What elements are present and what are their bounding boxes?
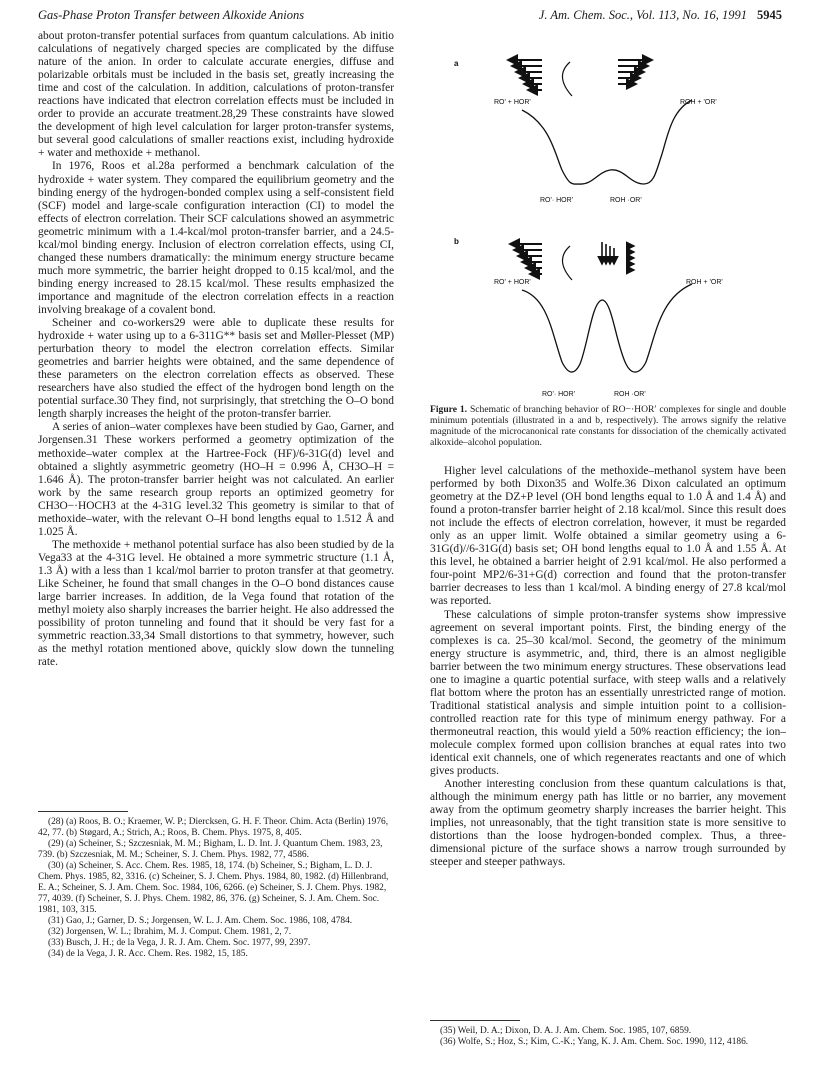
reference: (34) de la Vega, J. R. Acc. Chem. Res. 1982, 15, 185. <box>48 949 248 959</box>
paragraph: A series of anion–water complexes have been studied by Gao, Garner, and Jorgensen.31 These workers performed a geometry optimization of the methoxide–water complex at the Hartree-Fock (HF)/6-31G(d) level and obtained a slightly asymmetric geometry (HO–H = 0.996 Å, CH3O–H = 1.646 Å). The proton-transfer barrier height was not calculated. An earlier work by the same research group reports an optimized geometry for CH3O−·HOCH3 at the 4-31G level.32 This geometry is similar to that of methoxide–water, with the relevant O–H bond lengths equal to 1.512 Å and 1.025 Å. <box>38 421 394 538</box>
panel-a-letter: a <box>454 59 459 68</box>
panel-b-min-left-label: RO'· HOR' <box>542 391 576 398</box>
reference: (28) (a) Roos, B. O.; Kraemer, W. P.; Diercksen, G. H. F. Theor. Chim. Acta (Berlin) 1976, 42, 77. (b) Støgard, A.; Strich, A.; Roos, B. Chem. Phys. 1975, 8, 405. <box>38 817 389 838</box>
panel-b-right-label: ROH + 'OR' <box>686 279 723 286</box>
paragraph: In 1976, Roos et al.28a performed a benchmark calculation of the hydroxide + water system. They compared the equilibrium geometry and the binding energy of the hydrogen-bonded complex using a self-consistent field (SCF) model and large-scale configuration interaction (CI) to model the effects of electron correlation. Their SCF calculations showed an asymmetric geometric minimum with a 1.4-kcal/mol proton-transfer barrier, and a 24.5-kcal/mol binding energy. Inclusion of electron correlation effects, using CI, changed these numbers dramatically: the minimum energy structure became much more symmetric, the barrier height dropped to 0.15 kcal/mol, and the binding energy increased to 28.15 kcal/mol. These results emphasized the importance and magnitude of the electron correlation effects in a reaction involving breakage of a covalent bond. <box>38 160 394 316</box>
reference: (36) Wolfe, S.; Hoz, S.; Kim, C.-K.; Yang, K. J. Am. Chem. Soc. 1990, 112, 4186. <box>440 1037 749 1047</box>
figure-1 <box>430 44 790 400</box>
panel-a-right-arrows <box>618 60 652 84</box>
reference: (31) Gao, J.; Garner, D. S.; Jorgensen, W. L. J. Am. Chem. Soc. 1986, 108, 4784. <box>48 916 353 926</box>
figure-caption <box>430 404 786 448</box>
panel-b-left-label: RO' + HOR' <box>494 279 531 286</box>
panel-b-left-arrows <box>510 244 542 274</box>
left-references <box>38 811 394 960</box>
potential-energy-schematic <box>430 44 790 400</box>
right-column <box>430 465 786 869</box>
journal-info: J. Am. Chem. Soc., Vol. 113, No. 16, 1991 <box>538 8 747 22</box>
running-header <box>38 8 782 26</box>
panel-a-min-left-label: RO'· HOR' <box>540 197 574 204</box>
panel-a-curved-arrow <box>562 62 572 96</box>
paragraph: about proton-transfer potential surfaces from quantum calculations. Ab initio calculations of negatively charged species are complicated by the diffuse nature of the anion. In order to calculate accurate energies, diffuse and polarizable orbitals must be included in the basis set, greatly increasing the time and cost of the calculation. In addition, calculations of proton-transfer reactions have indicated that electron correlation effects must be included in order to provide an accurate treatment.28,29 These constraints have slowed the development of high level calculation for larger proton-transfer systems, but several good calculations of smaller reactions exist, including hydroxide + water and methoxide + methanol. <box>38 30 394 160</box>
journal-citation <box>539 8 782 23</box>
paragraph: Higher level calculations of the methoxide–methanol system have been performed by both Dixon35 and Wolfe.36 Dixon calculated an optimum geometry at the DZ+P level (OH bond lengths equal to 1.0 Å and 1.4 Å) and found a proton-transfer barrier height of 2.18 kcal/mol. Since this result does not include the effects of electron correlation, however, it must be regarded only as an upper limit. Wolfe obtained a similar geometry using a 6-31G(d)//6-31G(d) basis set; OH bond lengths equal to 1.0 Å and 1.55 Å. At this level, he obtained a barrier height of 2.91 kcal/mol. He also performed a four-point MP2/6-31+G(d) correction and found that the proton-transfer barrier decreases to less than 1 kcal/mol. A binding energy of 27.8 kcal/mol was reported. <box>430 465 786 608</box>
reference: (30) (a) Scheiner, S. Acc. Chem. Res. 1985, 18, 174. (b) Scheiner, S.; Bigham, L. D. J. Chem. Phys. 1985, 82, 3316. (c) Scheiner, S. J. Chem. Phys. 1984, 80, 1982. (d) Hillenbrand, E. A.; Scheiner, S. J. Am. Chem. Soc. 1984, 106, 6266. (e) Scheiner, S. J. Chem. Phys. 1982, 77, 4039. (f) Scheiner, S. J. Phys. Chem. 1982, 86, 376. (g) Scheiner, S. J. Am. Chem. Soc. 1981, 103, 315. <box>38 861 389 915</box>
reference: (32) Jorgensen, W. L.; Ibrahim, M. J. Comput. Chem. 1981, 2, 7. <box>48 927 292 937</box>
paragraph: Another interesting conclusion from these quantum calculations is that, although the minimum energy path has little or no barrier, any movement away from the optimum geometry sharply increases the barrier height. This implies, not unreasonably, that the tight transition state is more sensitive to distortions than the loose hydrogen-bonded complex. Thus, a three-dimensional picture of the surface shows a narrow trough surrounded by steeper and steeper pathways. <box>430 778 786 869</box>
panel-b-curved-arrow <box>562 246 572 280</box>
caption-label: Figure 1. <box>430 404 468 415</box>
panel-a-left-label: RO' + HOR' <box>494 99 531 106</box>
reference: (33) Busch, J. H.; de la Vega, J. R. J. Am. Chem. Soc. 1977, 99, 2397. <box>48 938 311 948</box>
panel-a-potential-curve <box>522 100 692 184</box>
caption-text: Schematic of branching behavior of RO−·HOR′ complexes for single and double minimum potentials (illustrated in a and b, respectively). The arrows signify the relative magnitude of the microcanonical rate constants for dissociation of the chemically activated alkoxide–alcohol population. <box>430 404 786 448</box>
panel-a-right-label: ROH + 'OR' <box>680 99 717 106</box>
panel-b-vertical-arrows <box>602 242 614 264</box>
right-references <box>430 1020 786 1048</box>
running-title: Gas-Phase Proton Transfer between Alkoxide Anions <box>38 8 305 22</box>
left-column <box>38 30 394 669</box>
footnote-rule <box>430 1020 520 1021</box>
footnote-rule <box>38 811 128 812</box>
page-number: 5945 <box>757 8 782 22</box>
panel-b-letter: b <box>454 237 459 246</box>
panel-b-potential-curve <box>522 284 692 372</box>
reference: (29) (a) Scheiner, S.; Szczesniak, M. M.; Bigham, L. D. Int. J. Quantum Chem. 1983, 23, 739. (b) Szczesniak, M. M.; Scheiner, S. J. Chem. Phys. 1982, 77, 4586. <box>38 839 383 860</box>
paragraph: The methoxide + methanol potential surface has also been studied by de la Vega33 at the 4-31G level. He obtained a more symmetric structure (1.1 Å, 1.3 Å) with a less than 1 kcal/mol barrier to proton transfer at that geometry. Like Scheiner, he found that small changes in the O–O bond distances cause large barrier increases. In addition, de la Vega found that rotation of the methyl moiety also sharply increases the barrier height. He also addressed the possibility of proton tunneling and found that it should be very fast for a symmetric reaction.33,34 Small distortions to that symmetry, however, such as the methyl rotation mentioned above, quickly slow down the tunneling rate. <box>38 538 394 669</box>
panel-a-min-right-label: ROH ·OR' <box>610 197 642 204</box>
panel-a-left-arrows <box>508 60 542 90</box>
panel-b-right-arrows <box>626 246 634 270</box>
panel-b-min-right-label: ROH ·OR' <box>614 391 646 398</box>
reference: (35) Weil, D. A.; Dixon, D. A. J. Am. Chem. Soc. 1985, 107, 6859. <box>440 1026 692 1036</box>
paragraph: Scheiner and co-workers29 were able to duplicate these results for hydroxide + water using up to a 6-311G** basis set and Møller-Plesset (MP) perturbation theory to model the electron correlation effects. Similar geometries and barrier heights were obtained, and the same dependence of these parameters on the electron correlation effects as observed. These researchers have also studied the effect of the hydrogen bond length on the potential surface.30 They find, not surprisingly, that stretching the O–O bond length sharply increases the height of the proton-transfer barrier. <box>38 317 394 421</box>
paragraph: These calculations of simple proton-transfer systems show impressive agreement on several important points. First, the binding energy of the complexes is ca. 25–30 kcal/mol. Second, the geometry of the minimum energy structure is asymmetric, and, third, there is an almost negligible barrier between the two minimum energy structures. These observations lead one to imagine a quartic potential surface, with steep walls and a relatively flat bottom where the proton has an essentially unrestricted range of motion. Traditional statistical analysis and simple intuition point to a collision-controlled reaction rate for this type of minimum energy pathway. For a thermoneutral reaction, this would yield a 50% reaction efficiency; the ion–molecule complex formed upon collision branches at equal rates into two identical exit channels, one of which regenerates reactants and one of which gives products. <box>430 608 786 778</box>
